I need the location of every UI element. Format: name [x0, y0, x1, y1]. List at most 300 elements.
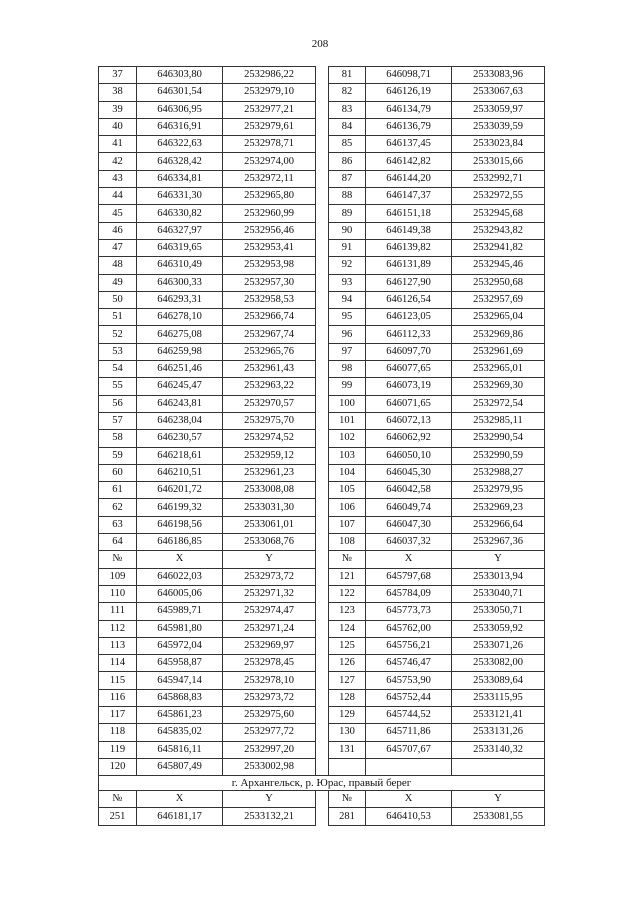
y-coordinate: 2532953,98: [223, 257, 316, 274]
column-gap: [316, 118, 329, 135]
y-coordinate: 2532990,59: [452, 447, 545, 464]
column-gap: [316, 170, 329, 187]
point-number: 99: [329, 378, 366, 395]
column-gap: [316, 84, 329, 101]
y-coordinate: 2532941,82: [452, 239, 545, 256]
x-coordinate: 645958,87: [137, 655, 223, 672]
point-number: 53: [99, 343, 137, 360]
table-row: [99, 188, 545, 205]
x-coordinate: 646218,61: [137, 447, 223, 464]
point-number: 102: [329, 430, 366, 447]
y-coordinate: 2532966,64: [452, 516, 545, 533]
column-gap: [316, 343, 329, 360]
x-coordinate: 645972,04: [137, 637, 223, 654]
column-gap: [316, 655, 329, 672]
point-number: 40: [99, 118, 137, 135]
point-number: 57: [99, 412, 137, 429]
x-coordinate: 645773,73: [366, 603, 452, 620]
header-number: №: [99, 791, 137, 808]
y-coordinate: 2532992,71: [452, 170, 545, 187]
y-coordinate: 2532961,43: [223, 361, 316, 378]
x-coordinate: 646126,19: [366, 84, 452, 101]
column-gap: [316, 791, 329, 808]
x-coordinate: 645835,02: [137, 724, 223, 741]
header-number: №: [99, 551, 137, 568]
x-coordinate: 646147,37: [366, 188, 452, 205]
table-row: [99, 326, 545, 343]
point-number: 116: [99, 689, 137, 706]
x-coordinate: 646245,47: [137, 378, 223, 395]
x-coordinate: 646330,82: [137, 205, 223, 222]
table-row: [99, 499, 545, 516]
y-coordinate: 2532997,20: [223, 741, 316, 758]
point-number: 82: [329, 84, 366, 101]
y-coordinate: 2533132,21: [223, 808, 316, 825]
section-title-row: [99, 776, 545, 791]
point-number: 49: [99, 274, 137, 291]
point-number: 83: [329, 101, 366, 118]
page-number: 208: [311, 38, 329, 50]
y-coordinate: [452, 758, 545, 775]
y-coordinate: 2532979,95: [452, 482, 545, 499]
y-coordinate: 2532979,61: [223, 118, 316, 135]
point-number: 117: [99, 706, 137, 723]
point-number: 105: [329, 482, 366, 499]
section-title: г. Архангельск, р. Юрас, правый берег: [99, 776, 545, 791]
y-coordinate: 2532979,10: [223, 84, 316, 101]
y-coordinate: 2532990,54: [452, 430, 545, 447]
point-number: 251: [99, 808, 137, 825]
x-coordinate: 646293,31: [137, 291, 223, 308]
y-coordinate: 2533071,26: [452, 637, 545, 654]
x-coordinate: 646005,06: [137, 585, 223, 602]
table-row: [99, 516, 545, 533]
point-number: 41: [99, 136, 137, 153]
point-number: 81: [329, 67, 366, 84]
point-number: 58: [99, 430, 137, 447]
y-coordinate: 2533013,94: [452, 568, 545, 585]
coordinates-table: [98, 66, 545, 826]
column-gap: [316, 585, 329, 602]
table-row: [99, 118, 545, 135]
y-coordinate: 2532970,57: [223, 395, 316, 412]
column-gap: [316, 101, 329, 118]
y-coordinate: 2533067,63: [452, 84, 545, 101]
point-number: 106: [329, 499, 366, 516]
column-gap: [316, 741, 329, 758]
x-coordinate: 646303,80: [137, 67, 223, 84]
x-coordinate: 645861,23: [137, 706, 223, 723]
table-row: [99, 170, 545, 187]
point-number: 128: [329, 689, 366, 706]
point-number: 109: [99, 568, 137, 585]
y-coordinate: 2533083,96: [452, 67, 545, 84]
point-number: 45: [99, 205, 137, 222]
column-gap: [316, 205, 329, 222]
table-row: [99, 706, 545, 723]
x-coordinate: 646071,65: [366, 395, 452, 412]
point-number: 56: [99, 395, 137, 412]
x-coordinate: 646045,30: [366, 464, 452, 481]
y-coordinate: 2532961,69: [452, 343, 545, 360]
y-coordinate: 2532974,52: [223, 430, 316, 447]
point-number: 97: [329, 343, 366, 360]
table-row: [99, 205, 545, 222]
point-number: 48: [99, 257, 137, 274]
x-coordinate: 645947,14: [137, 672, 223, 689]
point-number: 114: [99, 655, 137, 672]
point-number: 127: [329, 672, 366, 689]
x-coordinate: 645816,11: [137, 741, 223, 758]
table-row: [99, 257, 545, 274]
y-coordinate: 2532973,72: [223, 568, 316, 585]
x-coordinate: 645746,47: [366, 655, 452, 672]
y-coordinate: 2532953,41: [223, 239, 316, 256]
x-coordinate: 646112,33: [366, 326, 452, 343]
column-gap: [316, 412, 329, 429]
point-number: 50: [99, 291, 137, 308]
point-number: 51: [99, 309, 137, 326]
y-coordinate: 2532959,12: [223, 447, 316, 464]
y-coordinate: 2532965,04: [452, 309, 545, 326]
table-row: [99, 741, 545, 758]
y-coordinate: 2532985,11: [452, 412, 545, 429]
column-gap: [316, 67, 329, 84]
column-gap: [316, 447, 329, 464]
table-row: [99, 534, 545, 551]
x-coordinate: 646139,82: [366, 239, 452, 256]
column-gap: [316, 257, 329, 274]
x-coordinate: 646097,70: [366, 343, 452, 360]
column-gap: [316, 482, 329, 499]
y-coordinate: 2533082,00: [452, 655, 545, 672]
header-x: X: [366, 551, 452, 568]
point-number: 62: [99, 499, 137, 516]
table-row: [99, 689, 545, 706]
point-number: 61: [99, 482, 137, 499]
column-gap: [316, 534, 329, 551]
y-coordinate: 2533050,71: [452, 603, 545, 620]
x-coordinate: 646300,33: [137, 274, 223, 291]
x-coordinate: 646126,54: [366, 291, 452, 308]
point-number: 92: [329, 257, 366, 274]
point-number: 124: [329, 620, 366, 637]
y-coordinate: 2532957,30: [223, 274, 316, 291]
table-row: [99, 568, 545, 585]
point-number: 129: [329, 706, 366, 723]
x-coordinate: 646151,18: [366, 205, 452, 222]
point-number: 93: [329, 274, 366, 291]
y-coordinate: 2533061,01: [223, 516, 316, 533]
y-coordinate: 2532965,76: [223, 343, 316, 360]
x-coordinate: 645807,49: [137, 758, 223, 775]
table-row: [99, 724, 545, 741]
point-number: 120: [99, 758, 137, 775]
y-coordinate: 2532965,80: [223, 188, 316, 205]
x-coordinate: 646062,92: [366, 430, 452, 447]
point-number: 87: [329, 170, 366, 187]
point-number: 85: [329, 136, 366, 153]
table-row: [99, 101, 545, 118]
y-coordinate: 2532972,54: [452, 395, 545, 412]
x-coordinate: 646077,65: [366, 361, 452, 378]
table-row: [99, 67, 545, 84]
header-y: Y: [452, 551, 545, 568]
header-row: [99, 551, 545, 568]
x-coordinate: 645711,86: [366, 724, 452, 741]
x-coordinate: 645797,68: [366, 568, 452, 585]
y-coordinate: 2532963,22: [223, 378, 316, 395]
table-row: [99, 361, 545, 378]
point-number: 55: [99, 378, 137, 395]
y-coordinate: 2532978,71: [223, 136, 316, 153]
table-row: [99, 464, 545, 481]
x-coordinate: 646042,58: [366, 482, 452, 499]
header-row: [99, 791, 545, 808]
y-coordinate: 2533059,97: [452, 101, 545, 118]
x-coordinate: 646131,89: [366, 257, 452, 274]
column-gap: [316, 637, 329, 654]
point-number: 103: [329, 447, 366, 464]
x-coordinate: 646047,30: [366, 516, 452, 533]
column-gap: [316, 516, 329, 533]
point-number: 63: [99, 516, 137, 533]
x-coordinate: 646136,79: [366, 118, 452, 135]
x-coordinate: 646198,56: [137, 516, 223, 533]
table-row: [99, 412, 545, 429]
y-coordinate: 2532969,23: [452, 499, 545, 516]
table-row: [99, 395, 545, 412]
y-coordinate: 2532958,53: [223, 291, 316, 308]
table-row: [99, 291, 545, 308]
header-number: №: [329, 791, 366, 808]
y-coordinate: 2532943,82: [452, 222, 545, 239]
y-coordinate: 2532971,32: [223, 585, 316, 602]
y-coordinate: 2532977,72: [223, 724, 316, 741]
y-coordinate: 2532969,97: [223, 637, 316, 654]
y-coordinate: 2532965,01: [452, 361, 545, 378]
point-number: 59: [99, 447, 137, 464]
x-coordinate: 646230,57: [137, 430, 223, 447]
y-coordinate: 2532975,60: [223, 706, 316, 723]
table-row: [99, 603, 545, 620]
table-row: [99, 808, 545, 825]
column-gap: [316, 326, 329, 343]
header-y: Y: [452, 791, 545, 808]
point-number: 37: [99, 67, 137, 84]
table-row: [99, 222, 545, 239]
column-gap: [316, 672, 329, 689]
x-coordinate: 646201,72: [137, 482, 223, 499]
column-gap: [316, 309, 329, 326]
header-x: X: [366, 791, 452, 808]
point-number: 107: [329, 516, 366, 533]
column-gap: [316, 551, 329, 568]
point-number: 118: [99, 724, 137, 741]
x-coordinate: [366, 758, 452, 775]
table-row: [99, 637, 545, 654]
x-coordinate: 646199,32: [137, 499, 223, 516]
y-coordinate: 2532988,27: [452, 464, 545, 481]
point-number: 90: [329, 222, 366, 239]
y-coordinate: 2532956,46: [223, 222, 316, 239]
y-coordinate: 2533115,95: [452, 689, 545, 706]
point-number: 43: [99, 170, 137, 187]
point-number: 38: [99, 84, 137, 101]
x-coordinate: 646186,85: [137, 534, 223, 551]
x-coordinate: 646331,30: [137, 188, 223, 205]
point-number: 54: [99, 361, 137, 378]
column-gap: [316, 706, 329, 723]
x-coordinate: 646327,97: [137, 222, 223, 239]
table-row: [99, 378, 545, 395]
point-number: 94: [329, 291, 366, 308]
table-row: [99, 620, 545, 637]
x-coordinate: 645744,52: [366, 706, 452, 723]
y-coordinate: 2532971,24: [223, 620, 316, 637]
x-coordinate: 646301,54: [137, 84, 223, 101]
point-number: 98: [329, 361, 366, 378]
x-coordinate: 646022,03: [137, 568, 223, 585]
y-coordinate: 2533039,59: [452, 118, 545, 135]
column-gap: [316, 239, 329, 256]
x-coordinate: 646137,45: [366, 136, 452, 153]
x-coordinate: 645868,83: [137, 689, 223, 706]
point-number: 91: [329, 239, 366, 256]
column-gap: [316, 724, 329, 741]
x-coordinate: 646310,49: [137, 257, 223, 274]
table-row: [99, 153, 545, 170]
x-coordinate: 646098,71: [366, 67, 452, 84]
y-coordinate: 2533015,66: [452, 153, 545, 170]
column-gap: [316, 499, 329, 516]
x-coordinate: 645756,21: [366, 637, 452, 654]
x-coordinate: 646322,63: [137, 136, 223, 153]
x-coordinate: 646127,90: [366, 274, 452, 291]
x-coordinate: 646144,20: [366, 170, 452, 187]
point-number: 101: [329, 412, 366, 429]
point-number: 86: [329, 153, 366, 170]
header-y: Y: [223, 791, 316, 808]
y-coordinate: 2532977,21: [223, 101, 316, 118]
column-gap: [316, 620, 329, 637]
x-coordinate: 646210,51: [137, 464, 223, 481]
point-number: 121: [329, 568, 366, 585]
point-number: 112: [99, 620, 137, 637]
y-coordinate: 2532961,23: [223, 464, 316, 481]
column-gap: [316, 689, 329, 706]
y-coordinate: 2533040,71: [452, 585, 545, 602]
x-coordinate: 646251,46: [137, 361, 223, 378]
x-coordinate: 646149,38: [366, 222, 452, 239]
column-gap: [316, 378, 329, 395]
x-coordinate: 646134,79: [366, 101, 452, 118]
point-number: 113: [99, 637, 137, 654]
point-number: 110: [99, 585, 137, 602]
column-gap: [316, 603, 329, 620]
x-coordinate: 646049,74: [366, 499, 452, 516]
y-coordinate: 2533008,08: [223, 482, 316, 499]
y-coordinate: 2532974,47: [223, 603, 316, 620]
y-coordinate: 2533121,41: [452, 706, 545, 723]
point-number: 44: [99, 188, 137, 205]
x-coordinate: 646181,17: [137, 808, 223, 825]
y-coordinate: 2532986,22: [223, 67, 316, 84]
y-coordinate: 2532945,46: [452, 257, 545, 274]
table-row: [99, 585, 545, 602]
point-number: 39: [99, 101, 137, 118]
y-coordinate: 2533131,26: [452, 724, 545, 741]
x-coordinate: 646275,08: [137, 326, 223, 343]
y-coordinate: 2532969,30: [452, 378, 545, 395]
x-coordinate: 646410,53: [366, 808, 452, 825]
column-gap: [316, 188, 329, 205]
x-coordinate: 646238,04: [137, 412, 223, 429]
point-number: 125: [329, 637, 366, 654]
x-coordinate: 645707,67: [366, 741, 452, 758]
point-number: 115: [99, 672, 137, 689]
y-coordinate: 2533002,98: [223, 758, 316, 775]
point-number: 46: [99, 222, 137, 239]
y-coordinate: 2532945,68: [452, 205, 545, 222]
y-coordinate: 2533068,76: [223, 534, 316, 551]
table-row: [99, 655, 545, 672]
x-coordinate: 646334,81: [137, 170, 223, 187]
y-coordinate: 2532967,74: [223, 326, 316, 343]
point-number: 104: [329, 464, 366, 481]
point-number: 100: [329, 395, 366, 412]
point-number: 89: [329, 205, 366, 222]
x-coordinate: 646316,91: [137, 118, 223, 135]
y-coordinate: 2532974,00: [223, 153, 316, 170]
x-coordinate: 646123,05: [366, 309, 452, 326]
column-gap: [316, 136, 329, 153]
y-coordinate: 2533089,64: [452, 672, 545, 689]
table-row: [99, 672, 545, 689]
y-coordinate: 2532969,86: [452, 326, 545, 343]
x-coordinate: 646243,81: [137, 395, 223, 412]
point-number: 52: [99, 326, 137, 343]
column-gap: [316, 291, 329, 308]
point-number: 122: [329, 585, 366, 602]
y-coordinate: 2532967,36: [452, 534, 545, 551]
column-gap: [316, 153, 329, 170]
column-gap: [316, 568, 329, 585]
point-number: 60: [99, 464, 137, 481]
x-coordinate: 646142,82: [366, 153, 452, 170]
column-gap: [316, 758, 329, 775]
header-y: Y: [223, 551, 316, 568]
x-coordinate: 646278,10: [137, 309, 223, 326]
column-gap: [316, 274, 329, 291]
y-coordinate: 2532978,10: [223, 672, 316, 689]
column-gap: [316, 395, 329, 412]
x-coordinate: 645762,00: [366, 620, 452, 637]
point-number: 131: [329, 741, 366, 758]
x-coordinate: 646037,32: [366, 534, 452, 551]
x-coordinate: 646259,98: [137, 343, 223, 360]
header-number: №: [329, 551, 366, 568]
column-gap: [316, 464, 329, 481]
y-coordinate: 2532973,72: [223, 689, 316, 706]
point-number: 126: [329, 655, 366, 672]
y-coordinate: 2532950,68: [452, 274, 545, 291]
column-gap: [316, 222, 329, 239]
y-coordinate: 2532978,45: [223, 655, 316, 672]
point-number: 88: [329, 188, 366, 205]
x-coordinate: 645989,71: [137, 603, 223, 620]
y-coordinate: 2532975,70: [223, 412, 316, 429]
